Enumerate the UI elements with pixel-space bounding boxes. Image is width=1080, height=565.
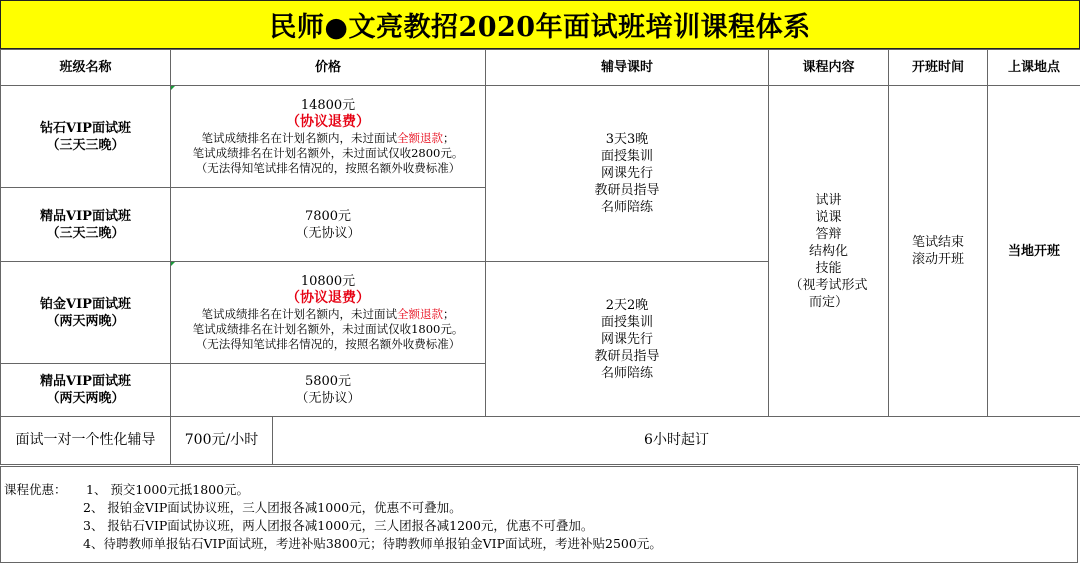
price-platinum [171, 262, 486, 364]
tutoring-name: 面试一对一个性化辅导 [1, 417, 171, 465]
content-line: 说课 [815, 209, 842, 225]
header-content: 课程内容 [769, 50, 889, 86]
start-line: 滚动开班 [911, 252, 964, 267]
rule-text: 笔试成绩排名在计划名额内，未过面试 [201, 131, 397, 145]
class-name: 铂金VIP面试班 [40, 296, 131, 312]
price-value: 7800元 [304, 208, 352, 224]
class-premium-2 [1, 364, 171, 417]
content-line: 答辩 [815, 226, 842, 242]
discount-section [0, 466, 1078, 563]
discount-item-2 [1, 499, 1077, 517]
discount-item-4 [1, 535, 1077, 553]
header-place: 上课地点 [988, 50, 1080, 86]
content-line: 结构化 [808, 243, 848, 259]
class-diamond [1, 86, 171, 188]
hours-three-day [486, 86, 769, 262]
price-diamond [171, 86, 486, 188]
class-premium-3 [1, 188, 171, 262]
page-title: 民师●文亮教招2020年面试班培训课程体系 [0, 0, 1080, 49]
table-row-tutoring [1, 417, 1080, 465]
refund-rule-1 [171, 307, 485, 322]
start-line: 笔试结束 [911, 235, 964, 250]
price-note: （无协议） [295, 391, 361, 406]
hours-two-day [486, 262, 769, 417]
hours-line: 3天3晚 [605, 132, 649, 147]
price-value: 10800元 [300, 274, 356, 289]
rule-text-end: ； [443, 131, 455, 145]
course-table [0, 49, 1080, 465]
class-duration: （两天两晚） [46, 313, 125, 329]
discount-text: 1、 预交1000元抵1800元。 [86, 482, 250, 497]
refund-label: （协议退费） [286, 290, 370, 306]
price-value: 14800元 [300, 98, 356, 113]
hours-line: 教研员指导 [594, 183, 660, 198]
refund-rule-2: 笔试成绩排名在计划名额外，未过面试仅收1800元。 [192, 322, 464, 336]
hours-line: 名师陪练 [600, 365, 653, 381]
refund-rule-3: （无法得知笔试排名情况的，按照名额外收费标准） [195, 161, 461, 175]
table-row-diamond [1, 86, 1080, 188]
content-line: 试讲 [815, 192, 842, 208]
discount-item-3 [1, 517, 1077, 535]
discount-item-1 [1, 481, 1077, 499]
cell-marker-icon [171, 86, 175, 90]
hours-line: 面授集训 [600, 314, 653, 330]
refund-label: （协议退费） [286, 114, 370, 130]
hours-line: 2天2晚 [605, 297, 649, 313]
header-price: 价格 [171, 50, 486, 86]
course-content [769, 86, 889, 417]
hours-line: 名师陪练 [600, 200, 653, 215]
tutoring-minimum: 6小时起订 [644, 432, 709, 448]
header-class-name: 班级名称 [1, 50, 171, 86]
class-duration: （三天三晚） [46, 225, 125, 241]
rule-text-end: ； [443, 307, 455, 321]
price-value: 5800元 [304, 374, 352, 389]
full-refund-text: 全额退款 [397, 131, 443, 145]
discount-text: 4、待聘教师单报钻石VIP面试班，考进补贴3800元；待聘教师单报铂金VIP面试班，考进补贴2500元。 [83, 536, 662, 551]
discount-text: 2、 报铂金VIP面试协议班，三人团报各减1000元，优惠不可叠加。 [83, 500, 462, 515]
tutoring-price: 700元/小时 [171, 417, 273, 464]
content-line: 而定） [808, 294, 848, 310]
class-location: 当地开班 [988, 86, 1080, 417]
header-hours: 辅导课时 [486, 50, 769, 86]
price-premium-2 [171, 364, 486, 417]
header-row [1, 50, 1080, 86]
hours-line: 网课先行 [600, 166, 653, 181]
hours-line: 面授集训 [600, 149, 653, 164]
header-start: 开班时间 [889, 50, 988, 86]
hours-line: 教研员指导 [594, 348, 660, 364]
price-note: （无协议） [295, 225, 361, 241]
refund-rule-1 [171, 131, 485, 146]
refund-rule-2: 笔试成绩排名在计划名额外，未过面试仅收2800元。 [192, 146, 464, 160]
start-time [889, 86, 988, 417]
content-line: 技能 [815, 260, 842, 276]
rule-text: 笔试成绩排名在计划名额内，未过面试 [201, 307, 397, 321]
class-duration: （两天两晚） [46, 391, 125, 406]
full-refund-text: 全额退款 [397, 307, 443, 321]
class-name: 精品VIP面试班 [40, 374, 131, 389]
tutoring-detail [171, 417, 1080, 465]
class-platinum [1, 262, 171, 364]
class-duration: （三天三晚） [46, 137, 125, 153]
discount-label: 课程优惠： [4, 482, 67, 497]
cell-marker-icon [171, 262, 175, 266]
refund-rule-3: （无法得知笔试排名情况的，按照名额外收费标准） [195, 337, 461, 351]
discount-text: 3、 报钻石VIP面试协议班，两人团报各减1000元，三人团报各减1200元，优惠不可叠加。 [83, 518, 594, 533]
hours-line: 网课先行 [600, 331, 653, 347]
content-line: （视考试形式 [789, 277, 868, 293]
class-name: 精品VIP面试班 [40, 208, 131, 224]
price-premium-3 [171, 188, 486, 262]
class-name: 钻石VIP面试班 [40, 120, 131, 136]
